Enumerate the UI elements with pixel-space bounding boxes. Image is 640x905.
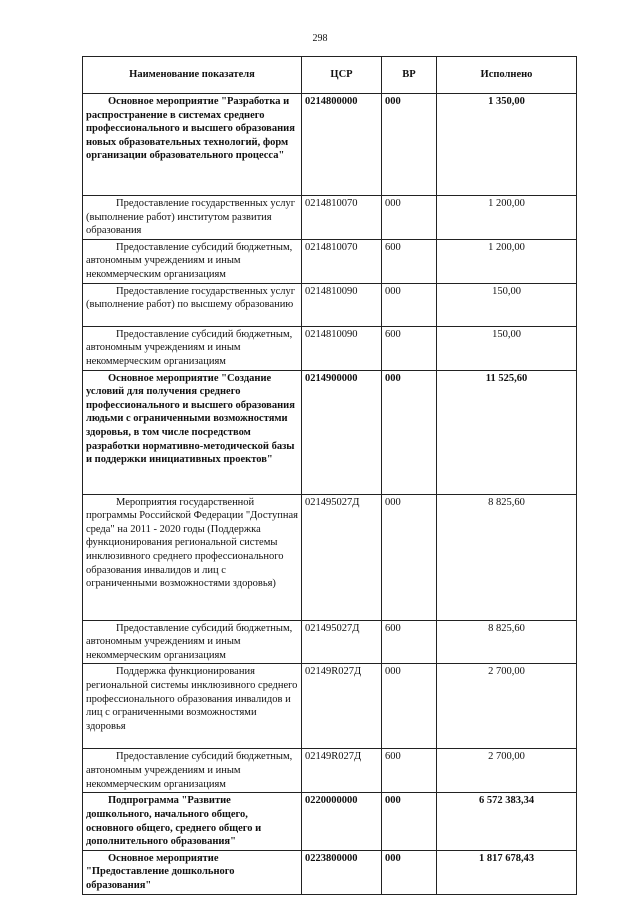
table-row <box>83 326 577 370</box>
row-vr: 000 <box>382 850 437 894</box>
row-vr: 600 <box>382 326 437 370</box>
row-csr: 0214810090 <box>302 283 382 326</box>
row-csr: 0214810090 <box>302 326 382 370</box>
row-csr: 0214900000 <box>302 370 382 494</box>
row-vr: 000 <box>382 664 437 749</box>
row-executed: 1 200,00 <box>437 196 577 240</box>
row-indicator-name: Основное мероприятие "Предоставление дошкольного образования" <box>83 850 302 894</box>
row-indicator-name: Предоставление субсидий бюджетным, автономным учреждениям и иным некоммерческим организациям <box>83 239 302 283</box>
row-vr: 000 <box>382 793 437 850</box>
row-csr: 0214800000 <box>302 94 382 196</box>
header-indicator-name: Наименование показателя <box>83 57 302 94</box>
page-number: 298 <box>312 33 328 44</box>
row-indicator-name: Предоставление государственных услуг (выполнение работ) по высшему образованию <box>83 283 302 326</box>
row-csr: 021495027Д <box>302 620 382 664</box>
row-indicator-name: Предоставление субсидий бюджетным, автономным учреждениям и иным некоммерческим организациям <box>83 620 302 664</box>
row-csr: 0220000000 <box>302 793 382 850</box>
table-row <box>83 749 577 793</box>
row-vr: 600 <box>382 749 437 793</box>
row-vr: 600 <box>382 239 437 283</box>
table-row <box>83 850 577 894</box>
row-vr: 000 <box>382 196 437 240</box>
row-vr: 000 <box>382 494 437 620</box>
row-executed: 1 350,00 <box>437 94 577 196</box>
header-csr: ЦСР <box>302 57 382 94</box>
row-indicator-name: Предоставление государственных услуг (выполнение работ) институтом развития образования <box>83 196 302 240</box>
table-row <box>83 196 577 240</box>
budget-execution-table <box>82 56 577 895</box>
row-executed: 6 572 383,34 <box>437 793 577 850</box>
row-indicator-name: Предоставление субсидий бюджетным, автономным учреждениям и иным некоммерческим организациям <box>83 326 302 370</box>
row-vr: 000 <box>382 94 437 196</box>
table-row <box>83 664 577 749</box>
table-header-row <box>83 57 577 94</box>
row-indicator-name: Основное мероприятие "Разработка и распространение в системах среднего профессионального и высшего образования новых образовательных технологий, форм организации образовательного процесса" <box>83 94 302 196</box>
row-indicator-name: Поддержка функционирования региональной системы инклюзивного среднего профессионального образования инвалидов и лиц с ограниченными возможностями здоровья <box>83 664 302 749</box>
row-executed: 8 825,60 <box>437 494 577 620</box>
row-csr: 021495027Д <box>302 494 382 620</box>
row-indicator-name: Мероприятия государственной программы Российской Федерации "Доступная среда" на 2011 - 2020 годы (Поддержка функционирования региональной системы инклюзивного среднего профессионального образования инвалидов и лиц с ограниченными возможностями здоровья) <box>83 494 302 620</box>
row-csr: 0223800000 <box>302 850 382 894</box>
row-vr: 000 <box>382 283 437 326</box>
table-row <box>83 793 577 850</box>
row-vr: 000 <box>382 370 437 494</box>
header-vr: ВР <box>382 57 437 94</box>
header-executed: Исполнено <box>437 57 577 94</box>
table-row <box>83 620 577 664</box>
table-row <box>83 494 577 620</box>
row-executed: 150,00 <box>437 326 577 370</box>
row-executed: 1 817 678,43 <box>437 850 577 894</box>
row-indicator-name: Подпрограмма "Развитие дошкольного, начального общего, основного общего, среднего общего и дополнительного образования" <box>83 793 302 850</box>
row-indicator-name: Основное мероприятие "Создание условий для получения среднего профессионального и высшего образования людьми с ограниченными возможностями здоровья, в том числе посредством разработки нормативно-методической базы и поддержки инициативных проектов" <box>83 370 302 494</box>
row-vr: 600 <box>382 620 437 664</box>
row-csr: 02149R027Д <box>302 664 382 749</box>
row-csr: 0214810070 <box>302 239 382 283</box>
row-executed: 11 525,60 <box>437 370 577 494</box>
row-executed: 150,00 <box>437 283 577 326</box>
row-csr: 0214810070 <box>302 196 382 240</box>
row-executed: 2 700,00 <box>437 664 577 749</box>
row-executed: 8 825,60 <box>437 620 577 664</box>
table-row <box>83 239 577 283</box>
table-row <box>83 94 577 196</box>
row-executed: 2 700,00 <box>437 749 577 793</box>
row-executed: 1 200,00 <box>437 239 577 283</box>
table-row <box>83 283 577 326</box>
table-row <box>83 370 577 494</box>
row-csr: 02149R027Д <box>302 749 382 793</box>
row-indicator-name: Предоставление субсидий бюджетным, автономным учреждениям и иным некоммерческим организациям <box>83 749 302 793</box>
